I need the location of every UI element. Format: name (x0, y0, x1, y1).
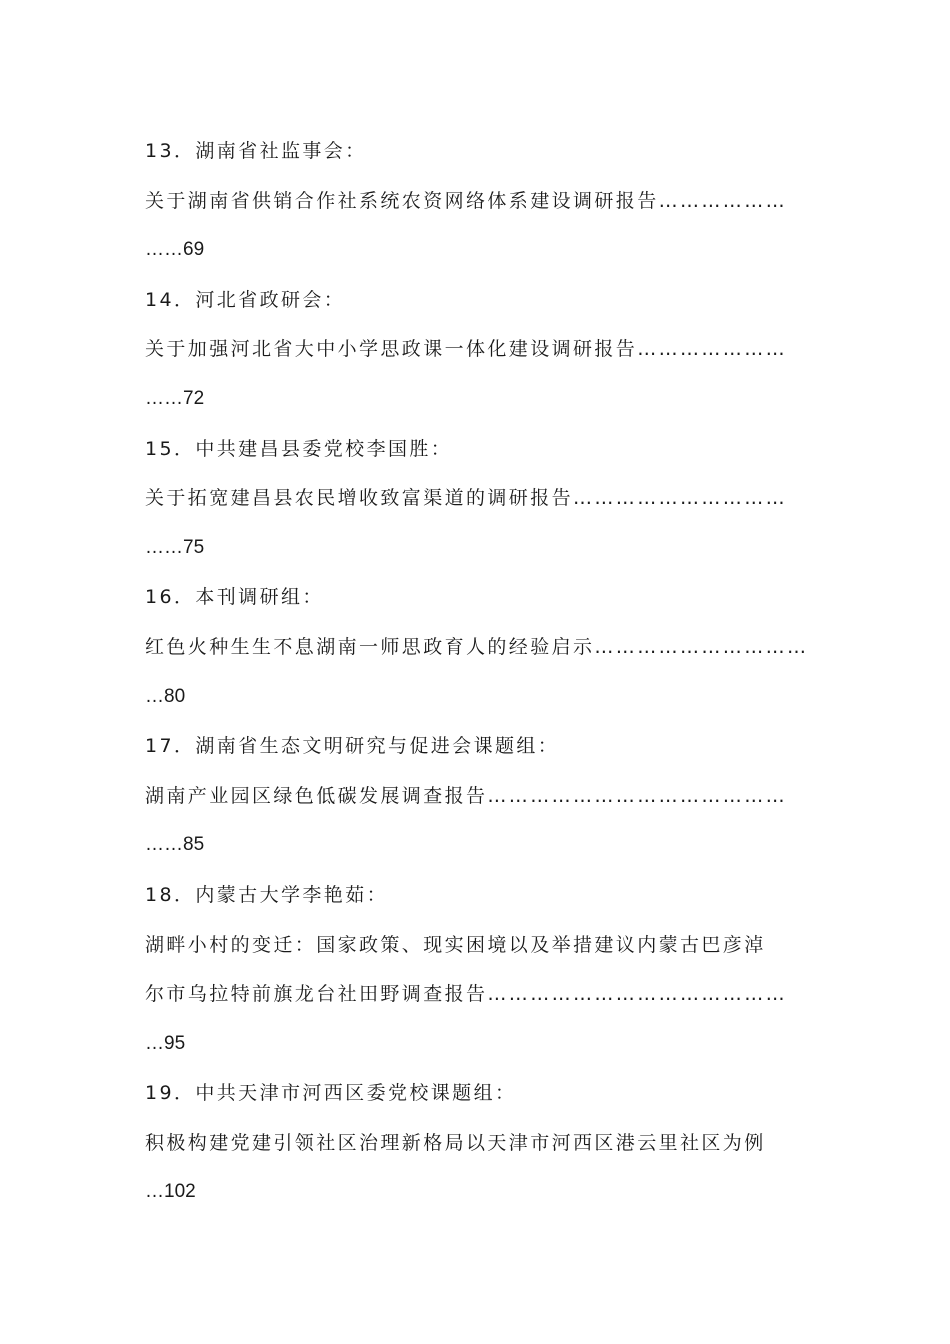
entry-title: 关于加强河北省大中小学思政课一体化建设调研报告………………… (145, 338, 788, 361)
entry-title: 湖畔小村的变迁：国家政策、现实困境以及举措建议内蒙古巴彦淖 (145, 933, 766, 956)
entry-page-number: …102 (145, 1181, 196, 1203)
entry-page-number: ……69 (145, 239, 205, 261)
entry-page-number: …95 (145, 1032, 186, 1054)
entry-heading: 15．中共建昌县委党校李国胜： (145, 437, 453, 460)
entry-heading: 14．河北省政研会： (145, 288, 346, 311)
entry-heading: 16．本刊调研组： (145, 586, 324, 609)
entry-title: 关于湖南省供销合作社系统农资网络体系建设调研报告……………… (145, 189, 788, 212)
entry-heading: 13．湖南省社监事会： (145, 140, 367, 162)
entry-page-number: ……72 (145, 387, 205, 409)
document-page (145, 133, 815, 1224)
entry-heading: 18．内蒙古大学李艳茹： (145, 883, 388, 906)
entry-title: 湖南产业园区绿色低碳发展调查报告…………………………………… (145, 784, 788, 807)
entry-title: 红色火种生生不息湖南一师思政育人的经验启示………………………… (145, 635, 809, 658)
entry-title-continued: 尔市乌拉特前旗龙台社田野调查报告…………………………………… (145, 983, 788, 1006)
entry-title: 积极构建党建引领社区治理新格局以天津市河西区港云里社区为例 (145, 1131, 766, 1154)
entry-page-number: …80 (145, 685, 186, 707)
entry-page-number: ……75 (145, 536, 205, 558)
entry-heading: 17．湖南省生态文明研究与促进会课题组： (145, 735, 560, 758)
entry-page-number: ……85 (145, 834, 205, 856)
entry-title: 关于拓宽建昌县农民增收致富渠道的调研报告………………………… (145, 487, 788, 510)
entry-heading: 19．中共天津市河西区委党校课题组： (145, 1082, 517, 1105)
